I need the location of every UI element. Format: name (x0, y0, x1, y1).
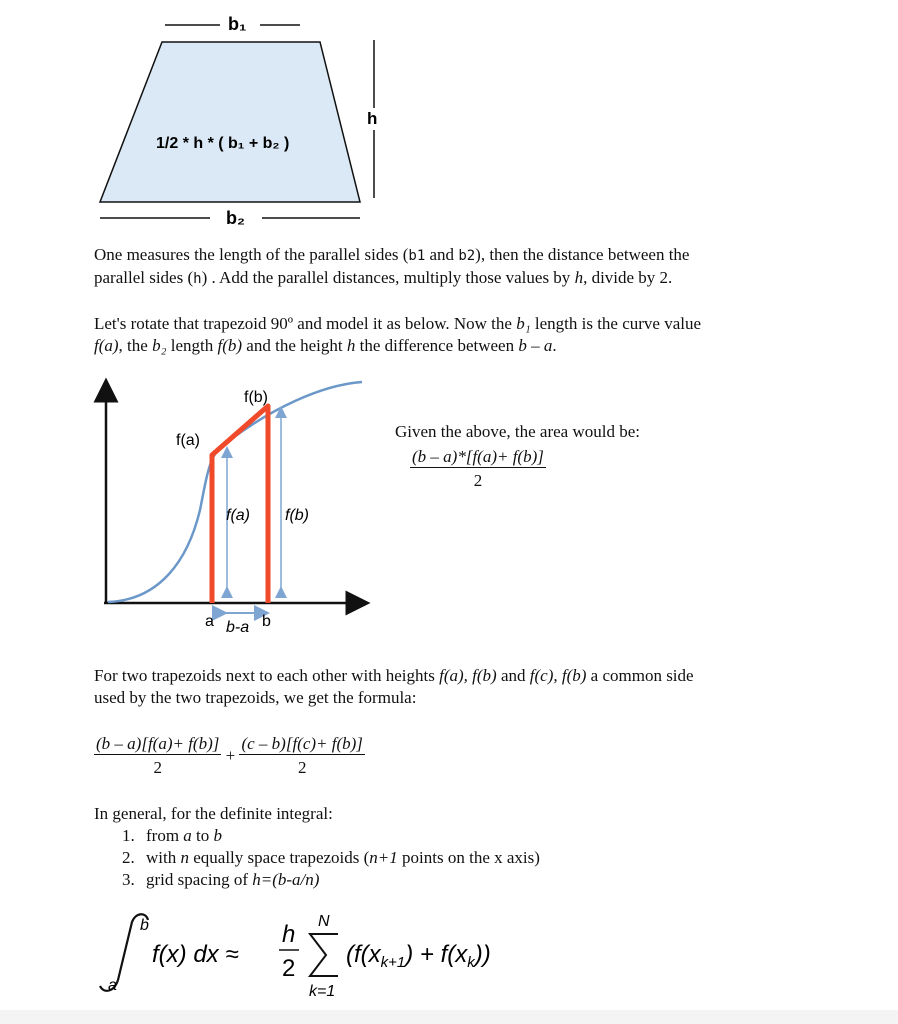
b-label: b (262, 613, 271, 630)
a-label: a (205, 613, 214, 630)
b1-term: b1 (408, 248, 426, 264)
trapezoid-rule-graph (0, 370, 400, 640)
paragraph-2-line-1: Let's rotate that trapezoid 90º and model it as below. Now the b₁ length is the curve value (94, 314, 702, 333)
b2-term: b2 (458, 248, 476, 264)
fa-mid-label: f(a) (226, 507, 250, 524)
top-base-label: b₁ (228, 14, 247, 34)
given-area-text: Given the above, the area would be: (395, 422, 640, 441)
general-list (122, 825, 540, 891)
list-item: 2. with n equally space trapezoids (n+1 points on the x axis) (122, 848, 540, 867)
area-formula-label: 1/2 * h * ( b₁ + b₂ ) (156, 135, 290, 152)
two-trapezoid-formula (94, 734, 365, 778)
trapezoid-integral-formula (0, 900, 700, 1010)
fb-top-label: f(b) (244, 389, 268, 406)
paragraph-2-line-2: f(a), the b₂ length f(b) and the height h the difference between b – a. (94, 336, 557, 355)
trapezoid-shape (100, 42, 360, 202)
function-curve (108, 382, 362, 602)
sum-lower-limit: k=1 (309, 983, 336, 1000)
lower-limit: a (108, 977, 117, 994)
given-area-denominator: 2 (473, 471, 483, 490)
trapezoid-red-outline (212, 406, 268, 603)
bottom-base-label: b₂ (226, 208, 245, 228)
two-trap-fraction-2: $\frac{(c - b)[f(c)+ f(b)]}{2}$ (241, 734, 363, 777)
height-label: h (367, 109, 378, 128)
ba-label: b-a (226, 619, 250, 636)
paragraph-1-line-1: One measures the length of the parallel sides (b1 and b2), then the distance between the (94, 245, 690, 264)
paragraph-1 (94, 244, 689, 290)
h-term: h (193, 271, 202, 287)
fa-left-label: f(a) (176, 432, 200, 449)
paragraph-3 (94, 665, 694, 709)
two-trap-fraction-1: $\frac{(b - a)[f(a)+ f(b)]}{2}$ (96, 734, 220, 777)
list-item: 1. from a to b (122, 826, 223, 845)
paragraph-3-line-1: For two trapezoids next to each other with heights f(a), f(b) and f(c), f(b) a common side (94, 666, 694, 685)
paragraph-1-line-2: parallel sides (h) . Add the parallel distances, multiply those values by h, divide by 2. (94, 268, 673, 287)
fb-mid-label: f(b) (285, 507, 309, 524)
paragraph-2 (94, 313, 701, 357)
given-area-fraction (410, 447, 546, 491)
sum-upper-limit: N (318, 913, 330, 930)
fraction-two: 2 (282, 955, 296, 982)
upper-limit: b (140, 917, 149, 934)
sigma-sign (310, 934, 338, 976)
trapezoid-figure (0, 0, 898, 240)
sum-body: $(f(x_{k+1}) + f(x_k))$ (346, 941, 491, 971)
fraction-h: h (282, 921, 296, 948)
page-bottom-band (0, 1010, 898, 1024)
paragraph-3-line-2: used by the two trapezoids, we get the formula: (94, 688, 417, 707)
integrand: f(x) dx ≈ (152, 941, 239, 968)
given-area-numerator: (b – a)*[f(a)+ f(b)] (412, 447, 544, 466)
general-intro: In general, for the definite integral: (94, 804, 333, 823)
two-trap-plus: + (225, 746, 236, 765)
list-item: 3. grid spacing of h=(b-a/n) (122, 870, 320, 889)
